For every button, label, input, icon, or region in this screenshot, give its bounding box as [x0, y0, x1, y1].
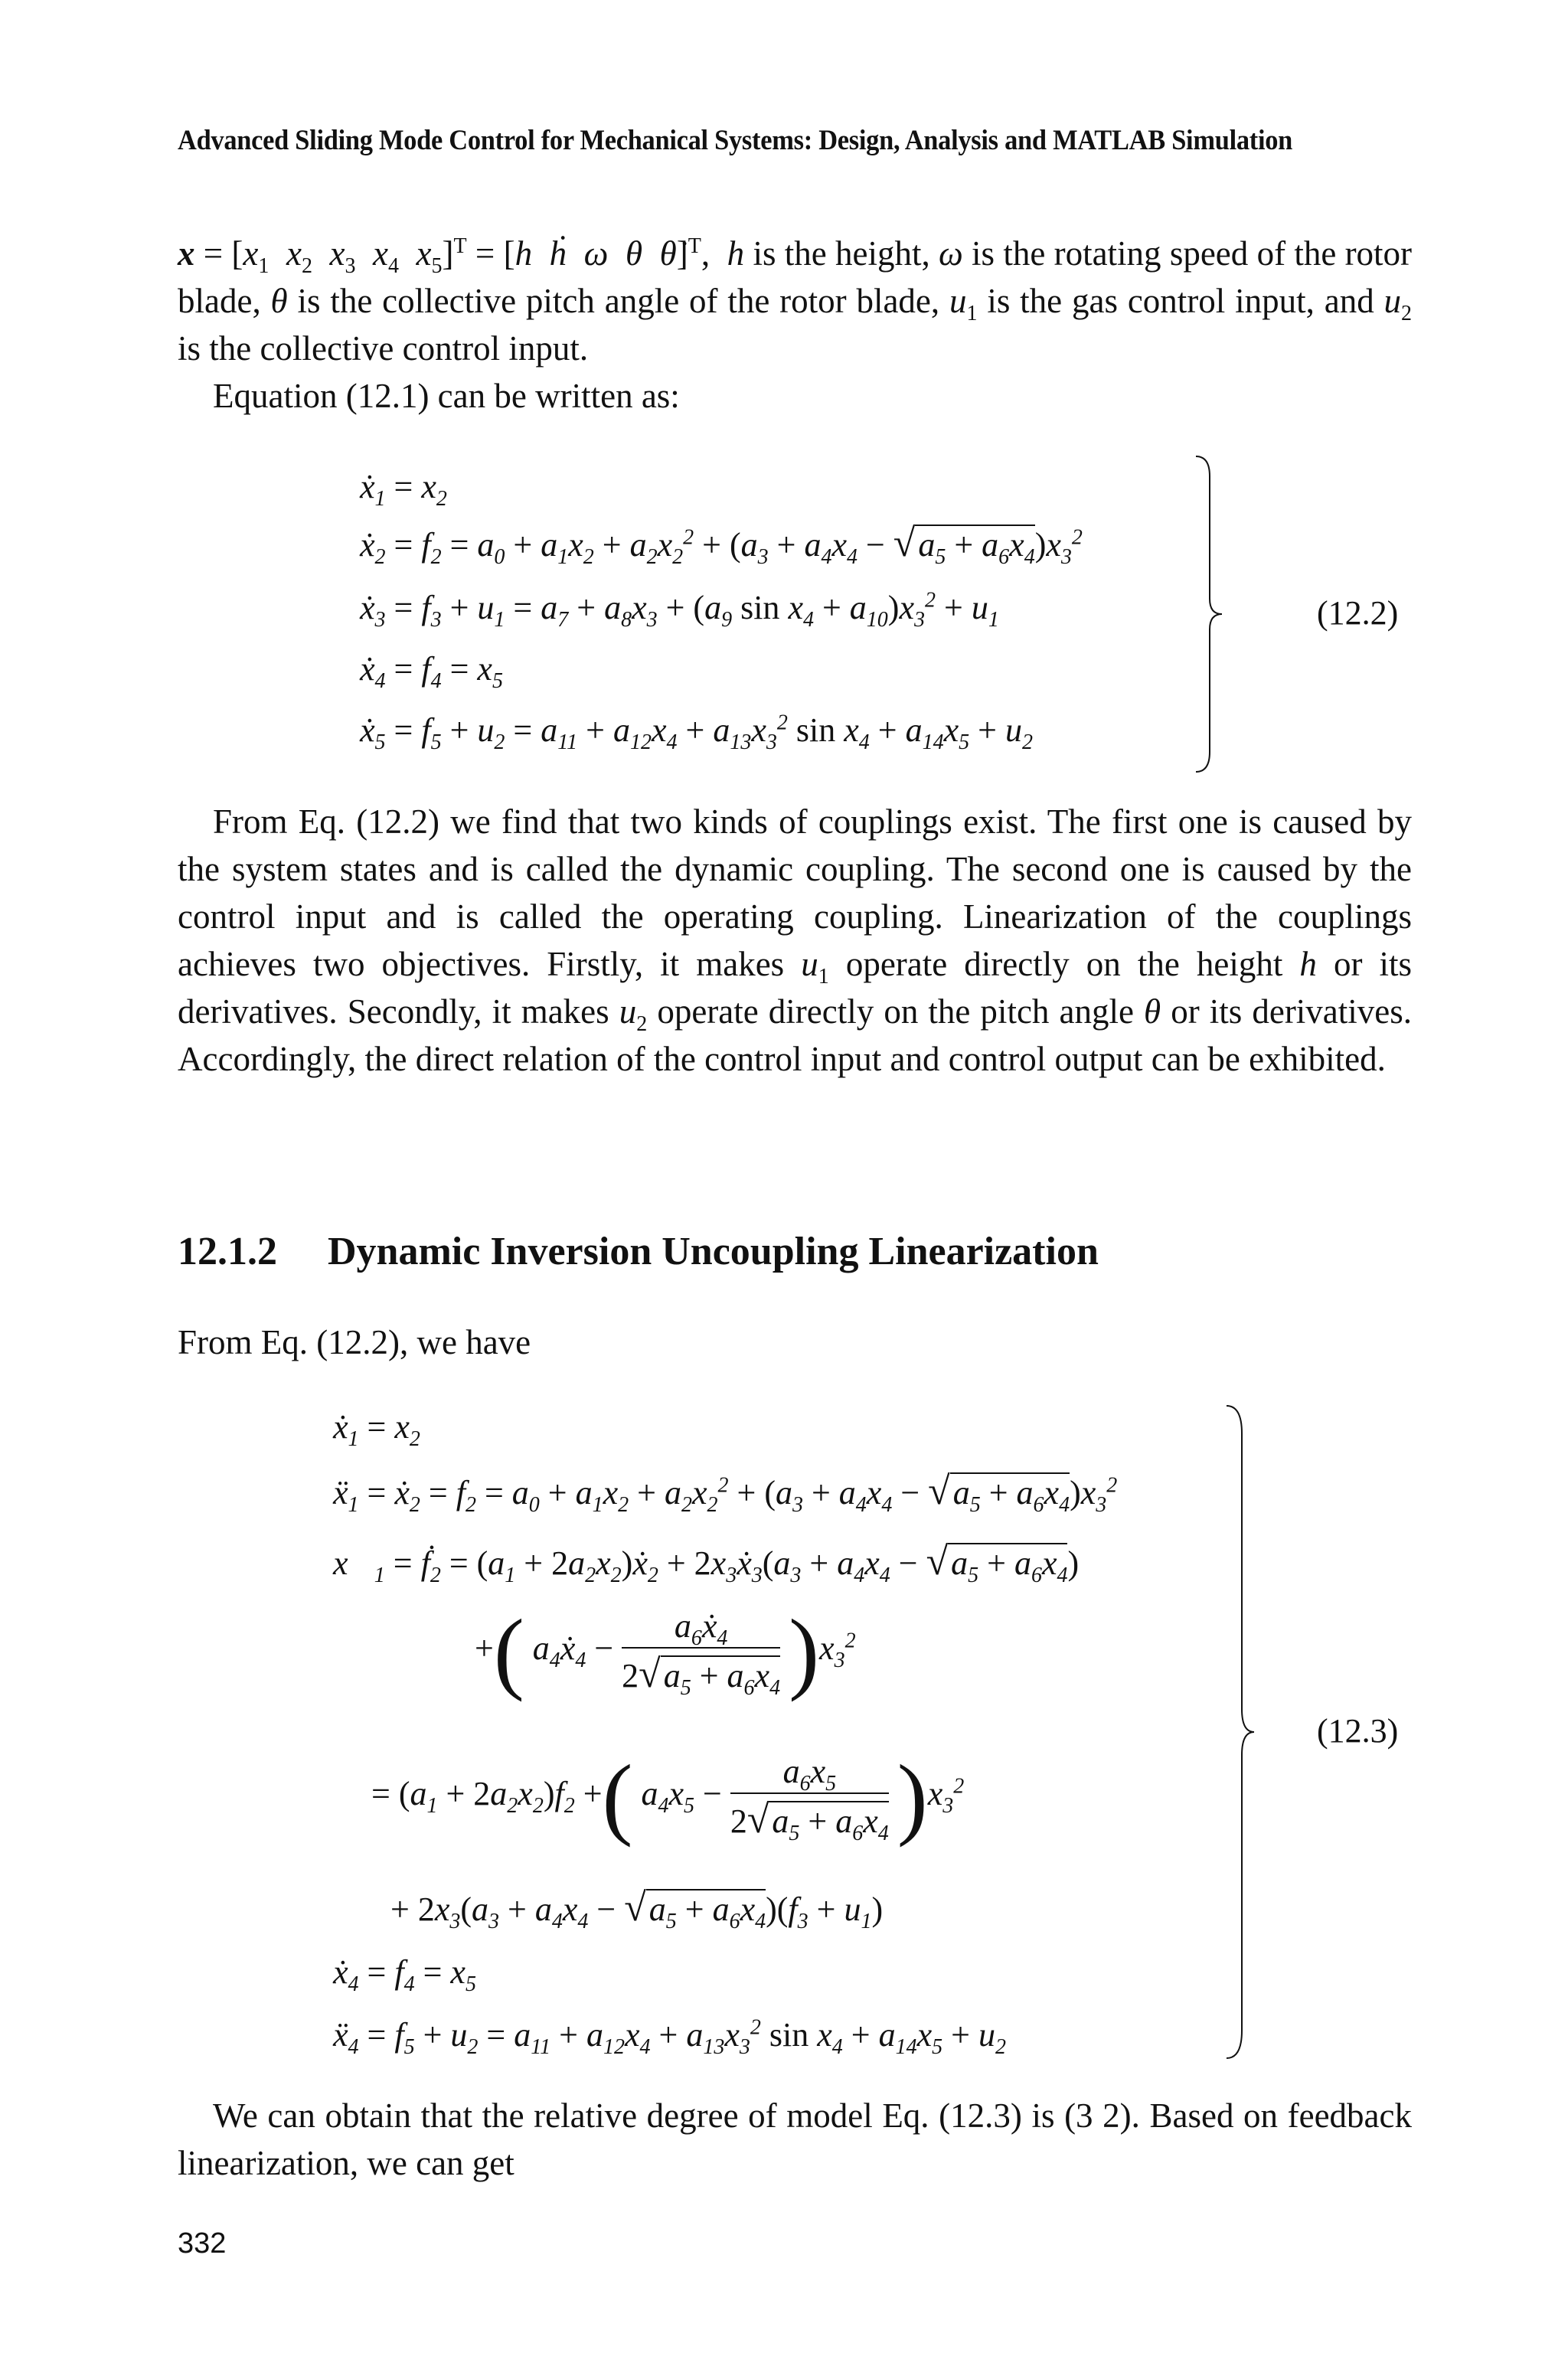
intro-text-3: of the rotor blade, [178, 234, 1413, 320]
intro-text-4: is the collective pitch angle of the rotor blade, [297, 282, 940, 320]
coupling-text-2: operate directly on the height [845, 945, 1283, 983]
section-heading [178, 1229, 1099, 1274]
coupling-text-1: From Eq. (12.2) we find that two kinds of couplings exist. The first one is caused by the system states and is called the dynamic coupling. The second one is caused by the control input and is called the operating coupling. Linearization of the couplings achieves two objectives. Firstly, it makes [178, 802, 1412, 983]
intro-paragraph: $x = [x_1$ $x_2$ $x_3$ $x_4$ $x_5]^T = [h$ ḣ ω θ θ̇]$^T$, h is the height, ω is the rotating speed of the rotor blade, θ is the collective pitch angle of the rotor blade, $u_1$ is the gas control input, and $u_2$ is the collective control input. Equation (12.1) can be written as: [178, 234, 1413, 415]
equation-number-12-2: (12.2) [1317, 594, 1399, 632]
right-brace-12-3 [1225, 1403, 1256, 2061]
intro-text-5: is the gas [987, 282, 1118, 320]
intro-text-1: is the height, [753, 234, 930, 273]
right-brace-12-2 [1194, 453, 1225, 775]
intro-text-6: control input, and [1127, 282, 1374, 320]
section-number: 12.1.2 [178, 1230, 277, 1273]
intro-text-7: is the collective control input. [178, 329, 589, 368]
intro-eq-12-3: From Eq. (12.2), we have [178, 1323, 531, 1361]
book-page: Advanced Sliding Mode Control for Mechanical Systems: Design, Analysis and MATLAB Simulation $x = [x_1$ $x_2$ $x_3$ $x_4$ $x_5]^T = [h$ ḣ ω θ θ̇]$^T$, h is the height, ω is the rotating speed of the rotor blade, θ is the collective pitch angle of the rotor blade, $u_1$ is the gas control input, and $u_2$ is the collective control input. Equation (12.1) can be written as: ẋ$_1$ = $x_2$ ẋ$_2$ = $f_2 = a_0 + a_1x_2 + a_2x_2^2 + (a_3 + a_4x_4 - √a_5 + a_6x_4)x_3^2$ ẋ$_3$ = $f_3 + u_1 = a_7 + a_8x_3 + (a_9$ $\sin x_4 + a_{10})x_3^2 + u_1$ ẋ$_4$ = $f_4 = x_5$ ẋ$_5$ = $f_5 + u_2 = a_{11} + a_{12}x_4 + a_{13}x_3^2$ $\sin x_4 + a_{14}x_5 + u_2$ (12.2) From Eq. (12.2) we find that two kinds of couplings exist. The first one is caused by the system states and is called the dynamic coupling. The second one is caused by the control input and is called the operating coupling. Linearization of the couplings achieves two objectives. Firstly, it makes $u_1$ operate directly on the height h or its derivatives. Secondly, it makes $u_2$ operate directly on the pitch angle θ or its derivatives. Accordingly, the direct relation of the control input and control output can be exhibited. 12.1.2 Dynamic Inversion Uncoupling Linearization From Eq. (12.2), we have ẋ$_1$ = $x_2$ ẍ$_1$ = ẋ$_2$ = $f_2 = a_0 + a_1x_2 + a_2x_2^2 + (a_3 + a_4x_4 - √a_5 + a_6x_4)x_3^2$ $x⃛_1$ = ḟ$_2$ = ($a_1$ + $2a_2x_2)ẋ_2$ + $2x_3ẋ_3(a_3 + a_4x_4 - √a_5 + a_6x_4)$ +( $a_4ẋ_4$ − $\frac{a_6ẋ_4}{2√a_5 + a_6x_4}$ )$x_3^2$ = $(a_1 + 2a_2x_2)f_2$ +( $a_4x_5$ − $\frac{a_6x_5}{2√a_5 + a_6x_4}$ )$x_3^2$ + $2x_3(a_3 + a_4x_4 - √a_5 + a_6x_4)(f_3 + u_1)$ ẋ$_4$ = $f_4 = x_5$ ẍ$_4$ = $f_5 + u_2 = a_{11} + a_{12}x_4 + a_{13}x_3^2$ $\sin x_4 + a_{14}x_5 + u_2$ (12.3) We can obtain that the relative degree of model Eq. (12.3) is (3 2). Based on feedback linearization, we can get 332 [178, 125, 1413, 2260]
equation-number-12-3: (12.3) [1317, 1712, 1399, 1750]
coupling-text-5: or its derivatives. Accordingly, the direct relation of the control input and control output can be exhibited. [178, 992, 1413, 1078]
intro-text-2: is the rotating speed [972, 234, 1249, 273]
relative-degree-paragraph [178, 2092, 1412, 2187]
intro-text-8: Equation (12.1) can be written as: [213, 377, 680, 415]
coupling-paragraph: From Eq. (12.2) we find that two kinds of couplings exist. The first one is caused by the system states and is called the dynamic coupling. The second one is caused by the control input and is called the operating coupling. Linearization of the couplings achieves two objectives. Firstly, it makes $u_1$ operate directly on the height h or its derivatives. Secondly, it makes $u_2$ operate directly on the pitch angle θ or its derivatives. Accordingly, the direct relation of the control input and control output can be exhibited. [178, 802, 1413, 1078]
coupling-text-4: operate directly on the pitch angle [657, 992, 1134, 1031]
coupling-text-3: or its derivatives. Secondly, it makes [178, 945, 1413, 1031]
page-number: 332 [178, 2227, 227, 2260]
section-title: Dynamic Inversion Uncoupling Linearization [328, 1230, 1099, 1273]
relative-degree-text: We can obtain that the relative degree of model Eq. (12.3) is (3 2). Based on feedback linearization, we can get [178, 2096, 1412, 2182]
running-header: Advanced Sliding Mode Control for Mechanical Systems: Design, Analysis and MATLAB Simulation [178, 125, 1293, 156]
